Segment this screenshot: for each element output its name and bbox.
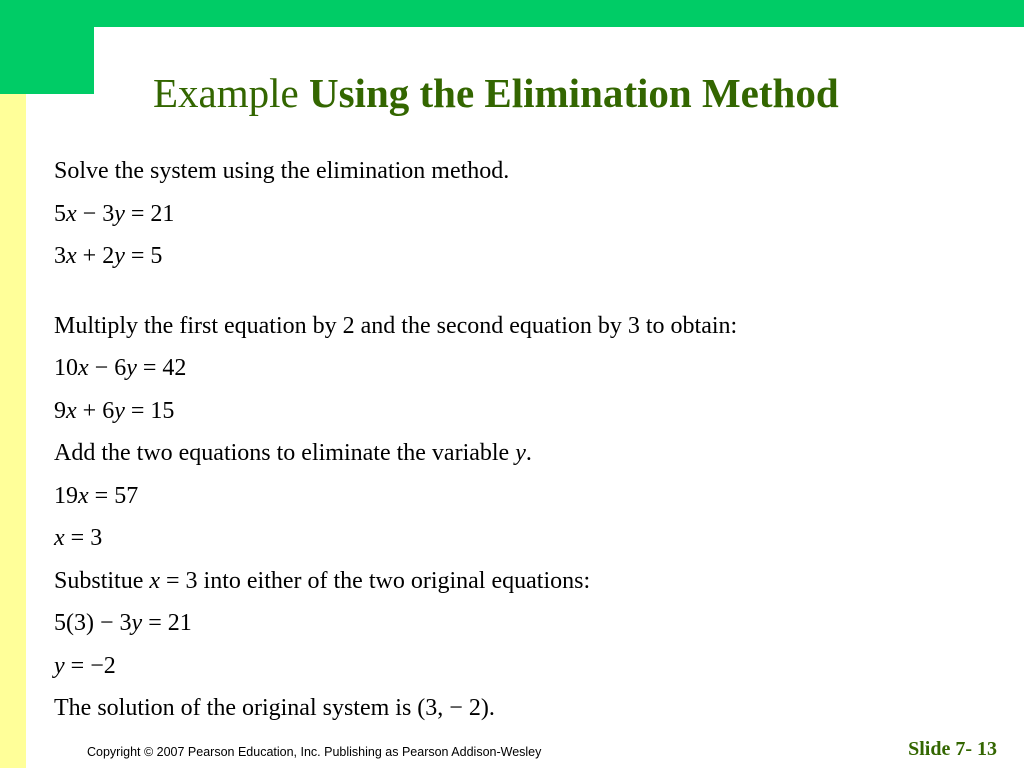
subst-var: x: [149, 567, 160, 594]
add-text: Add the two equations to eliminate the variable: [54, 440, 516, 466]
eq2-var-y: y: [114, 243, 125, 269]
eq5-var-x: x: [78, 482, 89, 509]
eq8-equals: =: [70, 652, 85, 679]
eq1-coef-y: 3: [102, 200, 115, 227]
eq5-rhs: 57: [114, 482, 139, 509]
subst-prefix: Substitue: [54, 567, 150, 594]
substitute-line: [54, 560, 1004, 603]
title-prefix: Example: [153, 70, 299, 116]
slide-title: [153, 66, 1013, 120]
slide-content: [54, 150, 1004, 730]
eq1-equals: =: [130, 200, 145, 227]
eq7-coef-y: 3: [119, 610, 132, 636]
spacer: [54, 278, 1004, 305]
copyright-footer: Copyright © 2007 Pearson Education, Inc. Publishing as Pearson Addison-Wesley: [87, 745, 542, 759]
eq3-equals: =: [142, 355, 157, 381]
eq7-op: −: [99, 610, 114, 636]
equation-8: [54, 645, 1004, 688]
solution-text: The solution of the original system is: [54, 695, 418, 721]
subst-suffix: into either of the two original equations:: [197, 567, 591, 594]
eq7-rhs: 21: [167, 610, 192, 636]
eq7-equals: =: [148, 610, 162, 636]
equation-5: [54, 475, 1004, 518]
eq2-rhs: 5: [150, 243, 163, 269]
equation-3: [54, 347, 1004, 390]
eq3-coef-y: 6: [114, 355, 127, 381]
eq1-var-y: y: [114, 200, 125, 227]
slide-number: Slide 7- 13: [908, 738, 997, 760]
intro-text: Solve the system using the elimination method.: [54, 158, 510, 184]
eq2-coef-y: 2: [102, 243, 115, 269]
eq1-rhs: 21: [150, 200, 175, 227]
eq8-var-y: y: [54, 652, 65, 679]
eq6-equals: =: [70, 525, 85, 551]
solution-line: [54, 687, 1004, 730]
add-text-line: [54, 432, 1004, 475]
eq1-op: −: [82, 200, 97, 227]
eq4-var-y: y: [114, 397, 125, 424]
eq4-op: +: [82, 397, 97, 424]
eq7-lhs: 5(3): [54, 610, 94, 636]
equation-7: [54, 602, 1004, 645]
eq5-equals: =: [94, 482, 109, 509]
solution-end: .: [488, 695, 495, 721]
eq3-coef-x: 10: [54, 355, 78, 381]
eq3-var-x: x: [78, 355, 89, 381]
eq8-rhs: −2: [90, 652, 116, 679]
eq4-coef-x: 9: [54, 397, 66, 424]
equation-2: [54, 235, 1004, 278]
eq6-var-x: x: [54, 525, 65, 551]
eq4-var-x: x: [66, 397, 77, 424]
eq3-var-y: y: [126, 355, 137, 381]
eq3-op: −: [94, 355, 109, 381]
equation-6: [54, 517, 1004, 560]
eq2-var-x: x: [66, 243, 77, 269]
eq2-op: +: [82, 243, 97, 269]
eq2-coef-x: 3: [54, 243, 66, 269]
top-green-band: [0, 0, 1024, 27]
solution-value: (3, − 2): [417, 695, 489, 721]
eq4-coef-y: 6: [102, 397, 115, 424]
title-main: Using the Elimination Method: [308, 70, 839, 116]
add-var: y: [515, 440, 526, 466]
add-end: .: [525, 440, 532, 466]
eq5-coef-x: 19: [54, 482, 78, 509]
subst-value: 3: [185, 567, 198, 594]
equation-1: [54, 193, 1004, 236]
eq1-coef-x: 5: [54, 200, 66, 227]
left-yellow-strip: [0, 94, 26, 768]
corner-green-square: [0, 0, 94, 94]
eq4-equals: =: [130, 397, 145, 424]
eq2-equals: =: [130, 243, 145, 269]
eq6-rhs: 3: [90, 525, 103, 551]
eq1-var-x: x: [66, 200, 77, 227]
equation-4: [54, 390, 1004, 433]
eq7-var-y: y: [131, 610, 143, 636]
multiply-text: Multiply the first equation by 2 and the second equation by 3 to obtain:: [54, 312, 738, 339]
eq3-rhs: 42: [162, 355, 187, 381]
eq4-rhs: 15: [150, 397, 175, 424]
subst-equals: =: [166, 567, 180, 594]
